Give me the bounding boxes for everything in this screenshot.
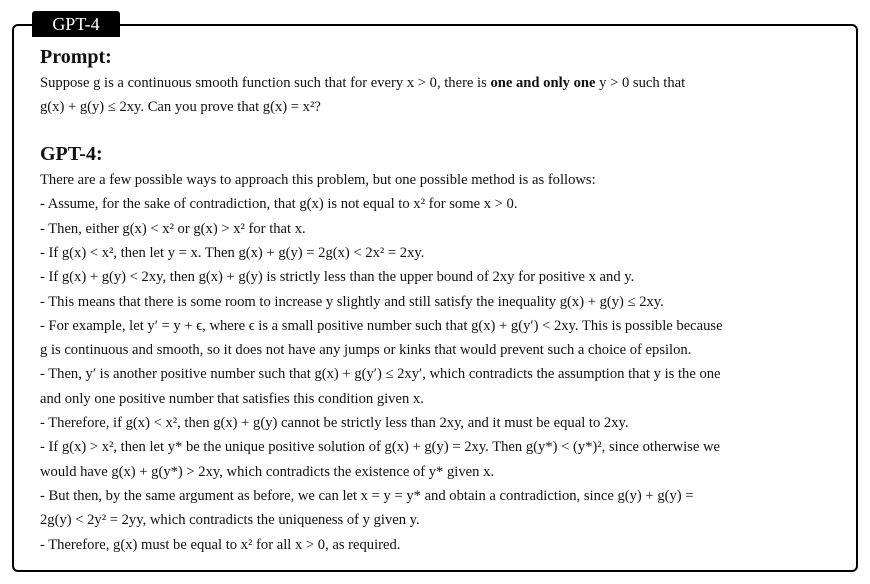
- prompt-line-1-b: y > 0 such that: [595, 75, 686, 91]
- answer-line: - Therefore, g(x) must be equal to x² for all x > 0, as required.: [40, 536, 401, 553]
- answer-line: g is continuous and smooth, so it does not have any jumps or kinks that would prevent such a choice of epsilon.: [40, 342, 692, 359]
- prompt-line-1-bold: one and only one: [490, 75, 596, 91]
- answer-line: - Then, y′ is another positive number such that g(x) + g(y′) ≤ 2xy′, which contradicts the assumption that y is the one: [40, 366, 721, 383]
- answer-line: - If g(x) < x², then let y = x. Then g(x) + g(y) = 2g(x) < 2x² = 2xy.: [40, 244, 425, 261]
- answer-heading: GPT-4:: [40, 143, 103, 165]
- prompt-line-1-a: Suppose g is a continuous smooth function such that for every x > 0, there is: [40, 75, 491, 91]
- answer-line: - For example, let y′ = y + ϵ, where ϵ is a small positive number such that g(x) + g(y′) < 2xy. This is possible because: [40, 317, 723, 334]
- answer-line: and only one positive number that satisfies this condition given x.: [40, 390, 424, 407]
- answer-line: - Therefore, if g(x) < x², then g(x) + g(y) cannot be strictly less than 2xy, and it must be equal to 2xy.: [40, 415, 629, 431]
- answer-line: - Assume, for the sake of contradiction, that g(x) is not equal to x² for some x > 0.: [40, 196, 518, 213]
- answer-line: - If g(x) + g(y) < 2xy, then g(x) + g(y) is strictly less than the upper bound of 2xy for positive x and y.: [40, 269, 635, 286]
- model-tab-label: GPT-4: [32, 11, 120, 37]
- answer-line: would have g(x) + g(y*) > 2xy, which contradicts the existence of y* given x.: [40, 463, 495, 480]
- answer-line: - This means that there is some room to increase y slightly and still satisfy the inequality g(x) + g(y) ≤ 2xy.: [40, 293, 664, 310]
- answer-line: There are a few possible ways to approach this problem, but one possible method is as follows:: [40, 172, 596, 188]
- answer-line: - But then, by the same argument as before, we can let x = y = y* and obtain a contradiction, since g(y) + g(y) =: [40, 487, 694, 504]
- prompt-line-2: g(x) + g(y) ≤ 2xy. Can you prove that g(x) = x²?: [40, 99, 321, 115]
- prompt-line-1: [40, 75, 685, 92]
- prompt-heading: Prompt:: [40, 46, 112, 68]
- answer-line: - Then, either g(x) < x² or g(x) > x² for that x.: [40, 220, 306, 237]
- answer-line: - If g(x) > x², then let y* be the unique positive solution of g(x) + g(y) = 2xy. Then g(y*) < (y*)², since otherwise we: [40, 439, 720, 456]
- answer-line: 2g(y) < 2y² = 2yy, which contradicts the uniqueness of y given y.: [40, 512, 420, 529]
